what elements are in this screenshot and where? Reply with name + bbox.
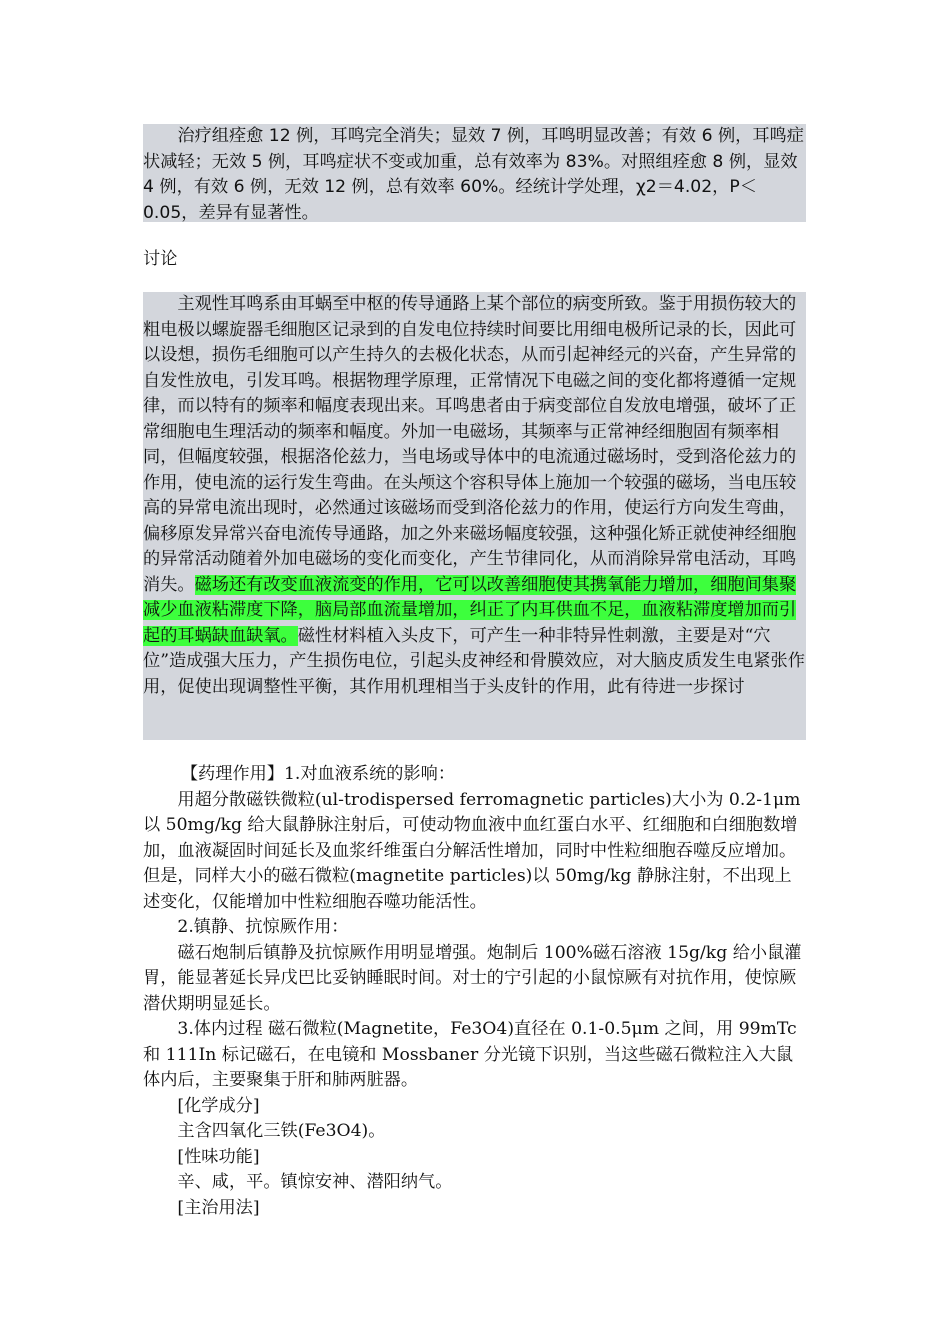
highlighted-text: 磁场还有改变血液流变的作用，它可以改善细胞使其携氧能力增加，细胞间集聚减少血液粘滞度下降，脑局部血流量增加，纠正了内耳供血不足，血液粘滞度增加而引起的耳蜗缺血缺氧。 <box>143 574 797 646</box>
pharmacology-section <box>143 762 806 1221</box>
results-paragraph: 治疗组痊愈 12 例，耳鸣完全消失；显效 7 例，耳鸣明显改善；有效 6 例，耳鸣症状减轻；无效 5 例，耳鸣症状不变或加重，总有效率为 83%。对照组痊愈 8 例，显效 4 例，有效 6 例，无效 12 例，总有效率 60%。经统计学处理，χ2＝4.02，P＜0.05，差异有显著性。 <box>143 124 806 222</box>
discussion-paragraph <box>143 292 806 740</box>
pharmacology-paragraph-2: 磁石炮制后镇静及抗惊厥作用明显增强。炮制后 100%磁石溶液 15g/kg 给小鼠灌胃，能显著延长异戊巴比妥钠睡眠时间。对士的宁引起的小鼠惊厥有对抗作用，使惊厥潜伏期明显延长。 <box>143 942 802 1014</box>
discussion-heading: 讨论 <box>143 249 178 269</box>
discussion-text: 主观性耳鸣系由耳蜗至中枢的传导通路上某个部位的病变所致。鉴于用损伤较大的粗电极以螺旋器毛细胞区记录到的自发电位持续时间要比用细电极所记录的长，因此可以设想，损伤毛细胞可以产生持久的去极化状态，从而引起神经元的兴奋，产生异常的自发性放电，引发耳鸣。根据物理学原理，正常情况下电磁之间的变化都将遵循一定规律，而以特有的频率和幅度表现出来。耳鸣患者由于病变部位自发放电增强，破坏了正常细胞电生理活动的频率和幅度。外加一电磁场，其频率与正常神经细胞固有频率相同，但幅度较强，根据洛伦兹力，当电场或导体中的电流通过磁场时，受到洛伦兹力的作用，使电流的运行发生弯曲。在头颅这个容积导体上施加一个较强的磁场，当电压较高的异常电流出现时，必然通过该磁场而受到洛伦兹力的作用，使运行方向发生弯曲，偏移原发异常兴奋电流传导通路，加之外来磁场幅度较强，这种强化矫正就使神经细胞的异常活动随着外加电磁场的变化而变化，产生节律同化，从而消除异常电活动，耳鸣消失。 <box>143 294 797 595</box>
chemical-composition-text: 主含四氧化三铁(Fe3O4)。 <box>177 1121 386 1141</box>
chemical-composition-title: [化学成分] <box>177 1095 260 1116</box>
sedation-title: 2.镇静、抗惊厥作用： <box>177 917 349 937</box>
pharmacology-title: 【药理作用】1.对血液系统的影响： <box>180 764 456 784</box>
pharmacology-paragraph-3: 3.体内过程 磁石微粒(Magnetite，Fe3O4)直径在 0.1-0.5μm 之间，用 99mTc 和 111In 标记磁石，在电镜和 Mossbaner 分光镜下识别，当这些磁石微粒注入大鼠体内后，主要聚集于肝和肺两脏器。 <box>143 1019 797 1090</box>
taste-function-text: 辛、咸，平。镇惊安神、潜阳纳气。 <box>177 1172 453 1192</box>
pharmacology-paragraph-1: 用超分散磁铁微粒(ul-trodispersed ferromagnetic particles)大小为 0.2-1μm 以 50mg/kg 给大鼠静脉注射后，可使动物血液中血红蛋白水平、红细胞和白细胞数增加，血液凝固时间延长及血浆纤维蛋白分解活性增加，同时中性粒细胞吞噬反应增加。但是，同样大小的磁石微粒(magnetite particles)以 50mg/kg 静脉注射，不出现上述变化，仅能增加中性粒细胞吞噬功能活性。 <box>143 789 801 912</box>
discussion-text-continued: 磁性材料植入头皮下，可产生一种非特异性刺激，主要是对“穴位”造成强大压力，产生损伤电位，引起头皮神经和骨膜效应，对大脑皮质发生电紧张作用，促使出现调整性平衡，其作用机理相当于头皮针的作用，此有待进一步探讨 <box>143 625 805 697</box>
taste-function-title: [性味功能] <box>177 1146 260 1167</box>
usage-title: [主治用法] <box>177 1197 260 1218</box>
